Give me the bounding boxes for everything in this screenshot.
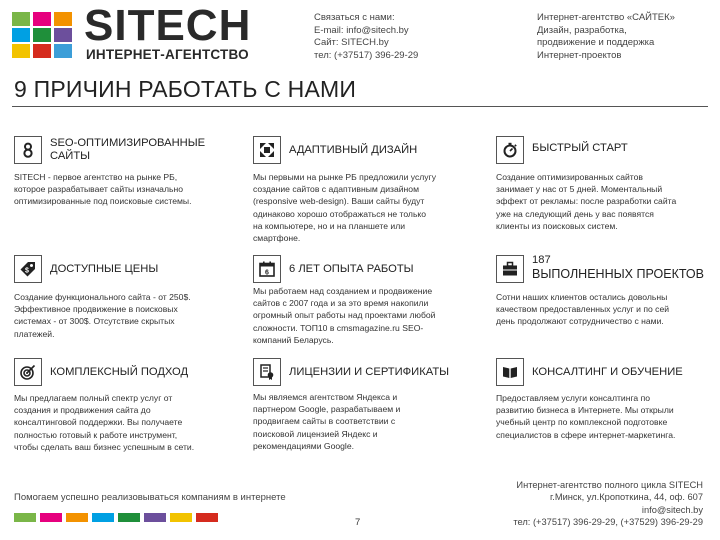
logo-square	[54, 28, 72, 42]
reason-title-line: ЛИЦЕНЗИИ И СЕРТИФИКАТЫ	[289, 366, 450, 378]
reason-text	[253, 171, 436, 244]
logo-square	[33, 28, 51, 42]
reason-text-line: (responsive web-design). Ваши сайты будут	[253, 196, 425, 207]
reason-title	[50, 137, 205, 163]
reason-text-line: Эффективное продвижение в поисковых	[14, 304, 178, 315]
reason-text	[14, 392, 194, 453]
reason-text	[253, 391, 400, 452]
reason-text-line: консалтинговой поддержки. Вы получаете	[14, 417, 183, 428]
reason-title-line: АДАПТИВНЫЙ ДИЗАЙН	[289, 144, 418, 156]
reason-title-line: SEO-ОПТИМИЗИРОВАННЫЕ	[50, 137, 206, 149]
brand-name: SITECH	[84, 1, 252, 50]
about-line: Интернет-проектов	[537, 49, 622, 61]
reason-text-line: сложности. ТОП10 в cmsmagazine.ru SEO-	[253, 322, 424, 333]
reason-text-line: эффект от рекламы: после разработки сайта	[496, 196, 677, 207]
page-number: 7	[355, 517, 361, 528]
color-bar	[40, 513, 62, 522]
reason-text-line: Предоставляем услуги консалтинга по	[496, 393, 650, 403]
reason-text	[14, 171, 191, 208]
reason-text-line: Создание оптимизированных сайтов	[496, 172, 643, 182]
reason-text-line: создания и продвижения сайта до	[14, 405, 151, 416]
reason-text	[253, 285, 435, 346]
reason-text-line: уже на следующий день у вас появятся	[496, 208, 654, 219]
reason-text-line: клиенты из поисковых систем.	[496, 220, 618, 231]
reason-text-line: SITECH - первое агентство на рынке РБ,	[14, 172, 178, 182]
footer-phone[interactable]: тел: (+37517) 396-29-29, (+37529) 396-29-29	[513, 517, 703, 528]
reason-title	[289, 144, 417, 157]
about-line: Дизайн, разработка,	[537, 24, 627, 36]
logo-square	[33, 44, 51, 58]
color-bar	[118, 513, 140, 522]
reason-text-line: одинаково хорошо отображаться не только	[253, 208, 427, 219]
reason-title-line: КОНСАЛТИНГ И ОБУЧЕНИЕ	[532, 366, 683, 378]
reason-text-line: компаний Беларусь.	[253, 334, 334, 345]
target-icon	[14, 358, 42, 386]
reason-title-line: САЙТЫ	[50, 150, 91, 162]
reason-text	[496, 171, 676, 232]
logo-square	[54, 44, 72, 58]
brand-subtitle: ИНТЕРНЕТ-АГЕНТСТВО	[86, 47, 249, 62]
footer-slogan: Помогаем успешно реализовываться компаниям в интернете	[14, 492, 286, 503]
reason-text-line: оптимизированные под поисковые системы.	[14, 196, 192, 207]
reason-title-line: БЫСТРЫЙ СТАРТ	[532, 142, 628, 154]
reason-text-line: Мы первыми на рынке РБ предложили услугу	[253, 172, 436, 182]
reason-text-line: платежей.	[14, 328, 55, 339]
reason-text-line: развитию бизнеса в Интернете. Мы открыли	[496, 405, 674, 416]
logo-square	[33, 12, 51, 26]
contacts-heading: Связаться с нами:	[314, 12, 395, 23]
reason-text-line: Создание функционального сайта - от 250$.	[14, 292, 191, 302]
reason-title-line: ДОСТУПНЫЕ ЦЕНЫ	[50, 263, 159, 275]
briefcase-icon	[496, 255, 524, 283]
reason-text-line: сайтов с 2007 года и за это время накопили	[253, 298, 429, 309]
reason-text-line: продвигаем сайты в соответствии с	[253, 416, 396, 427]
footer-email[interactable]: info@sitech.by	[641, 504, 703, 515]
about-line: Интернет-агентство «САЙТЕК»	[537, 12, 675, 23]
reason-title-line: 187	[532, 254, 551, 266]
svg-text:6: 6	[265, 269, 269, 277]
svg-text:$: $	[25, 267, 29, 275]
color-bar	[66, 513, 88, 522]
reason-text-line: партнером Google, разрабатываем и	[253, 404, 401, 415]
contacts-site[interactable]: Сайт: SITECH.by	[314, 37, 389, 48]
reason-text-line: Мы являемся агентством Яндекса и	[253, 392, 398, 402]
reason-title	[532, 254, 704, 281]
reason-text	[496, 291, 669, 328]
reason-text-line: огромный опыт работы над проектами любой	[253, 310, 436, 321]
reason-text-line: занимает у нас от 5 дней. Моментальный	[496, 184, 663, 195]
color-bar	[14, 513, 36, 522]
reason-text-line: день продолжают сотрудничество с нами.	[496, 316, 664, 327]
color-bar	[196, 513, 218, 522]
footer-info	[513, 479, 703, 529]
reason-title	[532, 366, 683, 379]
color-bar	[170, 513, 192, 522]
reason-title	[289, 366, 449, 379]
reason-text-line: смартфоне.	[253, 233, 301, 244]
color-bar	[144, 513, 166, 522]
book-icon	[496, 358, 524, 386]
stopwatch-icon	[496, 136, 524, 164]
reason-text-line: качеством предоставленных услуг и по сей	[496, 304, 670, 315]
reason-text-line: учебный центр по комплексной подготовке	[496, 417, 668, 428]
reason-text-line: Мы работаем над созданием и продвижение	[253, 286, 433, 296]
color-bar	[92, 513, 114, 522]
certificate-icon	[253, 358, 281, 386]
reason-title-line: ВЫПОЛНЕННЫХ ПРОЕКТОВ	[532, 267, 704, 281]
reason-text-line: полностью готовый к работе инструмент,	[14, 429, 178, 440]
reason-text-line: Мы предлагаем полный спектр услуг от	[14, 393, 173, 403]
price-tag-icon	[14, 255, 42, 283]
reason-title	[532, 142, 628, 155]
footer-info-line: г.Минск, ул.Кропоткина, 44, оф. 607	[550, 492, 703, 503]
about-line: продвижение и поддержка	[537, 37, 655, 48]
logo-square	[12, 44, 30, 58]
title-divider	[12, 106, 708, 107]
logo-square	[12, 12, 30, 26]
reason-text-line: чтобы сделать ваш бизнес успешным в сети.	[14, 441, 195, 452]
reason-text	[496, 392, 675, 441]
contacts-block	[314, 12, 418, 62]
expand-arrows-icon	[253, 136, 281, 164]
reason-title	[289, 263, 414, 276]
reason-text-line: специалистов в сфере интернет-маркетинга.	[496, 429, 676, 440]
8-icon	[14, 136, 42, 164]
logo-square	[54, 12, 72, 26]
reason-text-line: рекомендациями Google.	[253, 440, 354, 451]
logo-mark	[12, 12, 72, 60]
reason-text-line: которое разрабатывает сайты изначально	[14, 184, 183, 195]
reason-text-line: Сотни наших клиентов остались довольны	[496, 292, 668, 302]
reason-title-line: КОМПЛЕКСНЫЙ ПОДХОД	[50, 366, 189, 378]
reason-text-line: системах - от 300$. Отсутствие скрытых	[14, 316, 175, 327]
reason-text-line: создание сайтов с адаптивным дизайном	[253, 184, 419, 195]
footer-info-line: Интернет-агентство полного цикла SITECH	[516, 480, 703, 490]
calendar-icon	[253, 255, 281, 283]
reason-text	[14, 291, 191, 340]
contacts-phone[interactable]: тел: (+37517) 396-29-29	[314, 49, 419, 61]
reason-title-line: 6 ЛЕТ ОПЫТА РАБОТЫ	[289, 263, 414, 275]
page-title: 9 ПРИЧИН РАБОТАТЬ С НАМИ	[14, 76, 357, 102]
reason-text-line: поисковой лицензией Яндекс и	[253, 428, 378, 439]
reason-title	[50, 366, 188, 379]
logo-square	[12, 28, 30, 42]
contacts-email[interactable]: E-mail: info@sitech.by	[314, 24, 409, 36]
about-block	[537, 12, 675, 62]
reason-text-line: на компьютере, но и на планшете или	[253, 220, 406, 231]
reason-title	[50, 263, 158, 276]
